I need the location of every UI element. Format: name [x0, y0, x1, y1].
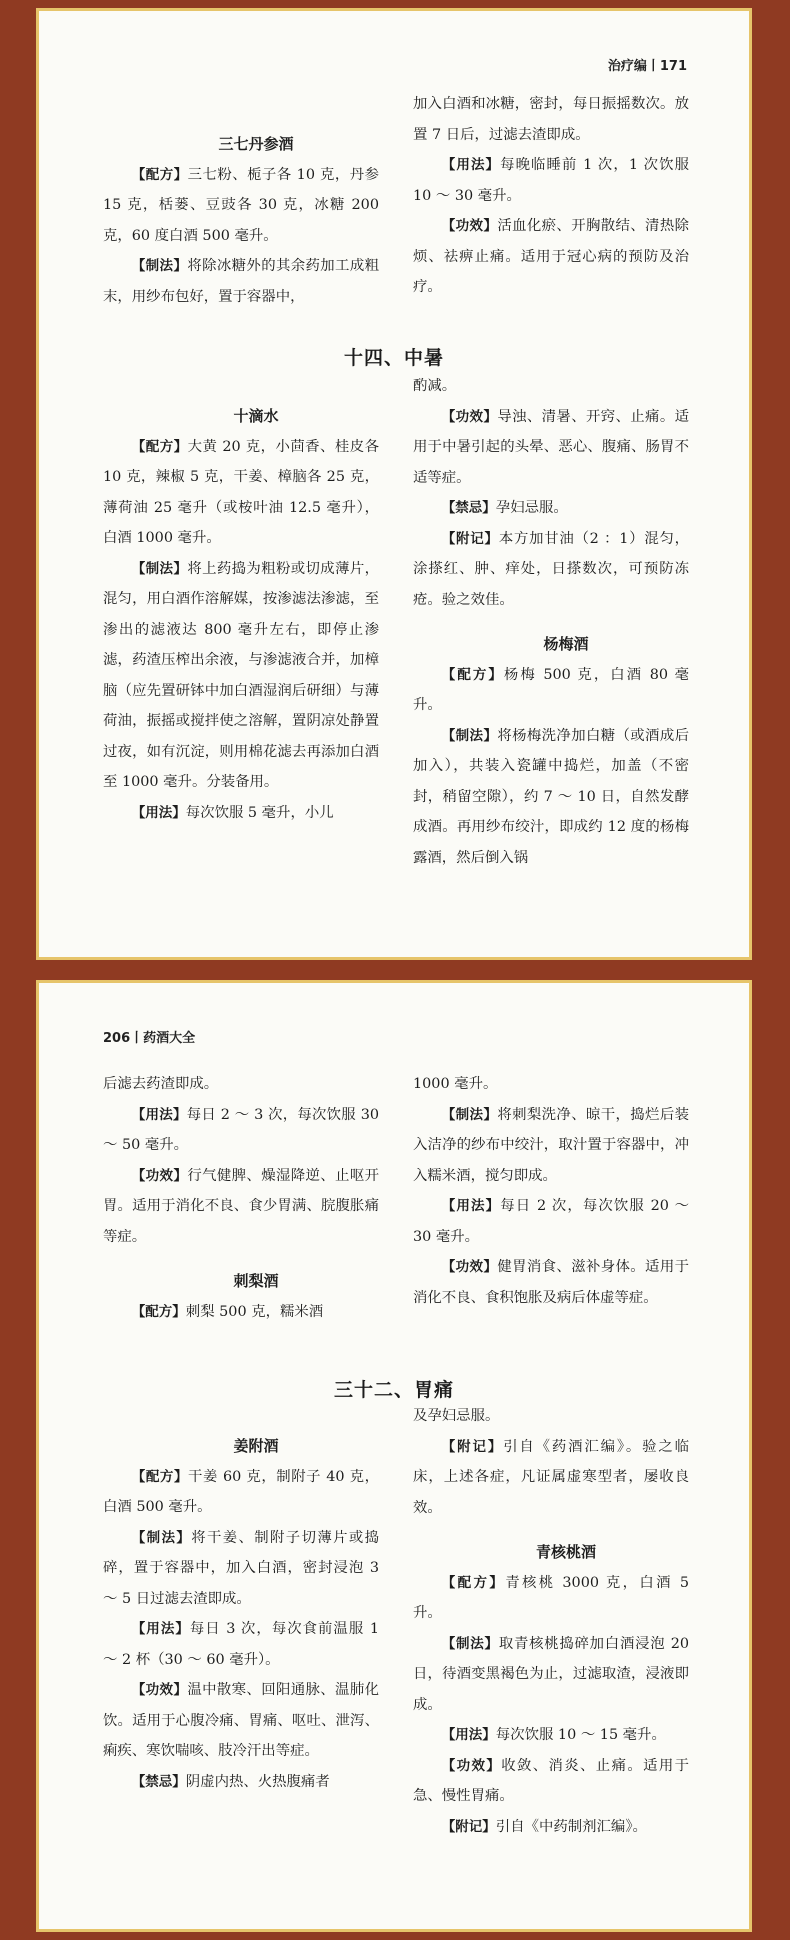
recipe-paragraph: 【配方】干姜 60 克，制附子 40 克，白酒 500 毫升。 — [103, 1468, 380, 1515]
recipe-paragraph: 【功效】行气健脾、燥湿降逆、止呕开胃。适用于消化不良、食少胃满、脘腹胀痛等症。 — [103, 1167, 379, 1245]
recipe-paragraph: 加入白酒和冰糖，密封，每日振摇数次。放置 7 日后，过滤去渣即成。 — [413, 96, 689, 143]
recipe-paragraph: 1000 毫升。 — [413, 1076, 498, 1092]
recipe-paragraph: 【配方】大黄 20 克，小茴香、桂皮各 10 克，辣椒 5 克，干姜、樟脑各 25 克，薄荷油 25 毫升（或桉叶油 12.5 毫升），白酒 1000 毫升。 — [103, 438, 379, 546]
recipe-column — [413, 89, 689, 303]
recipe-paragraph: 【附记】引自《药酒汇编》。验之临床，上述各症，凡证属虚寒型者，屡收良效。 — [413, 1438, 689, 1516]
recipe-paragraph: 【用法】每晚临睡前 1 次，1 次饮服 10 ～ 30 毫升。 — [413, 157, 689, 204]
recipe-paragraph: 【功效】收敛、消炎、止痛。适用于急、慢性胃痛。 — [413, 1757, 689, 1804]
recipe-column — [103, 1431, 379, 1797]
recipe-column — [103, 1069, 379, 1327]
section-heading: 三十二、胃痛 — [333, 1379, 454, 1401]
recipe-title: 杨梅酒 — [543, 635, 589, 653]
recipe-paragraph: 【配方】杨梅 500 克，白酒 80 毫升。 — [413, 666, 690, 713]
book-page-171 — [36, 8, 752, 960]
page-header: 治疗编丨171 — [607, 59, 687, 74]
recipe-paragraph: 【制法】将杨梅洗净加白糖（或酒成后加入），共装入瓷罐中捣烂，加盖（不密封，稍留空隙），约 7 ～ 10 日，自然发酵成酒。再用纱布绞汁，即成约 12 度的杨梅露酒，然后倒入锅 — [413, 727, 689, 866]
recipe-paragraph: 【制法】取青核桃捣碎加白酒浸泡 20 日，待酒变黑褐色为止，过滤取渣，浸液即成。 — [413, 1635, 690, 1713]
recipe-paragraph: 【用法】每次饮服 5 毫升，小儿 — [131, 804, 334, 821]
recipe-paragraph: 【禁忌】孕妇忌服。 — [441, 500, 568, 516]
recipe-paragraph: 【附记】引自《中药制剂汇编》。 — [441, 1818, 647, 1835]
recipe-paragraph: 【制法】将干姜、制附子切薄片或捣碎，置于容器中，加入白酒，密封浸泡 3 ～ 5 日过滤去渣即成。 — [103, 1529, 379, 1607]
recipe-column — [413, 1401, 689, 1842]
recipe-paragraph: 【用法】每次饮服 10 ～ 15 毫升。 — [441, 1727, 666, 1743]
page-header: 206丨药酒大全 — [103, 1031, 196, 1046]
recipe-paragraph: 【制法】将上药捣为粗粉或切成薄片，混匀，用白酒作溶解媒，按渗滤法渗滤，至渗出的滤液达 800 毫升左右，即停止渗滤，药渣压榨出余液，与渗滤液合并，加樟脑（应先置研钵中加白酒湿润后研细）与薄荷油，振摇或搅拌使之溶解，置阴凉处静置过夜，如有沉淀，则用棉花滤去再添加白酒至 1000 毫升。分装备用。 — [103, 560, 379, 790]
recipe-paragraph: 【功效】温中散寒、回阳通脉、温肺化饮。适用于心腹冷痛、胃痛、呕吐、泄泻、痢疾、寒饮喘咳、肢冷汗出等症。 — [103, 1682, 379, 1759]
recipe-paragraph: 【配方】三七粉、栀子各 10 克，丹参 15 克，栝蒌、豆豉各 30 克，冰糖 200 克，60 度白酒 500 毫升。 — [103, 166, 379, 244]
recipe-paragraph: 【制法】将刺梨洗净、晾干，捣烂后装入洁净的纱布中绞汁，取汁置于容器中，冲入糯米酒，搅匀即成。 — [413, 1106, 689, 1184]
recipe-title: 姜附酒 — [233, 1437, 279, 1455]
book-page-206 — [36, 980, 752, 1932]
section-heading: 十四、中暑 — [343, 347, 444, 369]
recipe-paragraph: 【功效】健胃消食、滋补身体。适用于消化不良、食积饱胀及病后体虚等症。 — [413, 1259, 689, 1306]
recipe-paragraph: 【附记】本方加甘油（2 ：1）混匀，涂搽红、肿、痒处，日搽数次，可预防冻疮。验之效佳。 — [413, 530, 690, 608]
recipe-paragraph: 后滤去药渣即成。 — [103, 1076, 219, 1092]
recipe-title: 刺梨酒 — [233, 1272, 279, 1290]
recipe-paragraph: 【用法】每日 2 次，每次饮服 20 ～ 30 毫升。 — [413, 1198, 690, 1245]
recipe-paragraph: 【用法】每日 2 ～ 3 次，每次饮服 30 ～ 50 毫升。 — [103, 1106, 380, 1153]
recipe-paragraph: 【配方】刺梨 500 克，糯米酒 — [131, 1303, 324, 1320]
recipe-title: 三七丹参酒 — [218, 135, 294, 153]
recipe-paragraph: 【用法】每日 3 次，每次食前温服 1 ～ 2 杯（30 ～ 60 毫升）。 — [103, 1621, 379, 1668]
recipe-paragraph: 酌减。 — [413, 378, 457, 394]
recipe-paragraph: 【功效】导浊、清暑、开窍、止痛。适用于中暑引起的头晕、恶心、腹痛、肠胃不适等症。 — [413, 408, 689, 486]
recipe-column — [103, 401, 379, 828]
recipe-paragraph: 【功效】活血化瘀、开胸散结、清热除烦、祛痹止痛。适用于冠心病的预防及治疗。 — [413, 218, 689, 295]
recipe-column — [103, 129, 379, 312]
recipe-column — [413, 1069, 689, 1313]
recipe-title: 青核桃酒 — [535, 1543, 596, 1561]
recipe-paragraph: 【配方】青核桃 3000 克，白酒 5 升。 — [413, 1574, 689, 1621]
recipe-column — [413, 371, 689, 873]
recipe-paragraph: 【禁忌】阴虚内热、火热腹痛者 — [131, 1773, 330, 1790]
recipe-paragraph: 【制法】将除冰糖外的其余药加工成粗末，用纱布包好，置于容器中， — [103, 258, 379, 305]
recipe-paragraph: 及孕妇忌服。 — [413, 1408, 500, 1424]
recipe-title: 十滴水 — [233, 407, 279, 425]
